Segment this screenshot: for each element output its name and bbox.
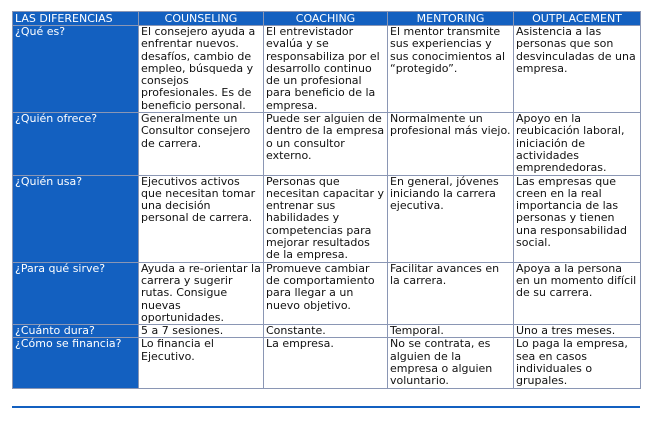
table-row <box>13 325 641 338</box>
table-cell: Uno a tres meses. <box>514 325 641 338</box>
row-header: ¿Quién usa? <box>13 175 139 262</box>
table-cell: Puede ser alguien de dentro de la empresa o un consultor externo. <box>264 113 388 175</box>
table-cell: Personas que necesitan capacitar y entrenar sus habilidades y competencias para mejorar resultados de la empresa. <box>264 175 388 262</box>
table-cell: Normalmente un profesional más viejo. <box>388 113 514 175</box>
table-cell: Las empresas que creen en la real importancia de las personas y tienen una responsabilidad social. <box>514 175 641 262</box>
column-header-counseling: COUNSELING <box>139 12 264 26</box>
row-header: ¿Cómo se financia? <box>13 338 139 388</box>
table-cell: Lo financia el Ejecutivo. <box>139 338 264 388</box>
table-cell: El entrevistador evalúa y se responsabiliza por el desarrollo continuo de un profesional para beneficio de la empresa. <box>264 26 388 113</box>
table-cell: Lo paga la empresa, sea en casos individuales o grupales. <box>514 338 641 388</box>
table-cell: No se contrata, es alguien de la empresa o alguien voluntario. <box>388 338 514 388</box>
comparison-table <box>12 11 641 389</box>
table-row <box>13 262 641 324</box>
corner-header: LAS DIFERENCIAS <box>13 12 139 26</box>
column-header-mentoring: MENTORING <box>388 12 514 26</box>
table-cell: 5 a 7 sesiones. <box>139 325 264 338</box>
table-cell: Apoya a la persona en un momento difícil de su carrera. <box>514 262 641 324</box>
table-cell: Promueve cambiar de comportamiento para llegar a un nuevo objetivo. <box>264 262 388 324</box>
table-cell: En general, jóvenes iniciando la carrera ejecutiva. <box>388 175 514 262</box>
row-header: ¿Quién ofrece? <box>13 113 139 175</box>
table-cell: El mentor transmite sus experiencias y sus conocimientos al “protegido”. <box>388 26 514 113</box>
header-row <box>13 12 641 26</box>
table-cell: Apoyo en la reubicación laboral, iniciación de actividades emprendedoras. <box>514 113 641 175</box>
table-cell: Ejecutivos activos que necesitan tomar una decisión personal de carrera. <box>139 175 264 262</box>
table-cell: La empresa. <box>264 338 388 388</box>
table-cell: Facilitar avances en la carrera. <box>388 262 514 324</box>
table-cell: Constante. <box>264 325 388 338</box>
table-cell: El consejero ayuda a enfrentar nuevos. desafíos, cambio de empleo, búsqueda y consejos profesionales. Es de beneficio personal. <box>139 26 264 113</box>
row-header: ¿Cuánto dura? <box>13 325 139 338</box>
table-cell: Ayuda a re-orientar la carrera y sugerir rutas. Consigue nuevas oportunidades. <box>139 262 264 324</box>
column-header-outplacement: OUTPLACEMENT <box>514 12 641 26</box>
table-bottom-rule <box>12 406 640 408</box>
table-row <box>13 113 641 175</box>
table-cell: Temporal. <box>388 325 514 338</box>
table-cell: Asistencia a las personas que son desvinculadas de una empresa. <box>514 26 641 113</box>
table-cell: Generalmente un Consultor consejero de carrera. <box>139 113 264 175</box>
row-header: ¿Qué es? <box>13 26 139 113</box>
row-header: ¿Para qué sirve? <box>13 262 139 324</box>
table-row <box>13 26 641 113</box>
column-header-coaching: COACHING <box>264 12 388 26</box>
table-row <box>13 338 641 388</box>
table-row <box>13 175 641 262</box>
